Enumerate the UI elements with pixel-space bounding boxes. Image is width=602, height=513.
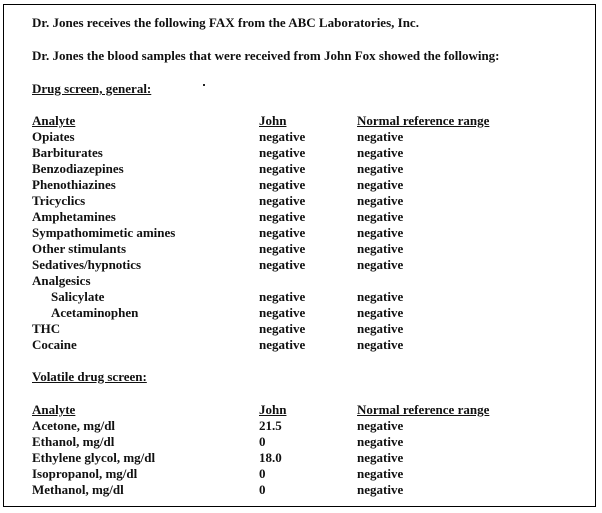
table-row [32,241,572,257]
table-row [32,161,572,177]
analyte-name: Other stimulants [32,241,127,256]
volatile-table-header [32,402,572,418]
patient-value: negative [259,129,306,144]
patient-value: negative [259,321,306,336]
patient-value: negative [259,209,306,224]
table-row [32,289,572,305]
analyte-name: Sedatives/hypnotics [32,257,142,272]
table-row [32,193,572,209]
analyte-header: Analyte [32,402,76,417]
volatile-screen-title: Volatile drug screen: [32,369,147,384]
patient-value: 0 [259,434,266,449]
reference-range: negative [357,337,404,352]
patient-value: negative [259,337,306,352]
reference-range: negative [357,241,404,256]
analyte-name: Sympathomimetic amines [32,225,176,240]
general-screen-title: Drug screen, general: [32,81,152,96]
reference-range: negative [357,418,404,433]
reference-range: negative [357,434,404,449]
reference-range: negative [357,257,404,272]
range-header: Normal reference range [357,113,490,128]
analyte-name: Tricyclics [32,193,86,208]
analyte-name: THC [32,321,61,336]
table-row [32,321,572,337]
analyte-name: Ethylene glycol, mg/dl [32,450,156,465]
table-row [32,337,572,353]
patient-value: 0 [259,466,266,481]
table-row [32,305,572,321]
patient-value: 18.0 [259,450,282,465]
patient-header: John [259,402,287,417]
table-row [32,273,572,289]
reference-range: negative [357,289,404,304]
reference-range: negative [357,145,404,160]
analyte-name: Methanol, mg/dl [32,482,124,497]
table-row [32,482,572,498]
table-row [32,450,572,466]
analyte-name: Isopropanol, mg/dl [32,466,138,481]
analyte-name: Barbiturates [32,145,103,160]
table-row [32,209,572,225]
reference-range: negative [357,209,404,224]
fax-intro-line: Dr. Jones receives the following FAX from the ABC Laboratories, Inc. [32,15,419,30]
analyte-name: Cocaine [32,337,77,352]
patient-value: negative [259,225,306,240]
table-row [32,225,572,241]
patient-value: negative [259,241,306,256]
table-row [32,434,572,450]
analyte-header: Analyte [32,113,76,128]
patient-value: negative [259,193,306,208]
reference-range: negative [357,225,404,240]
analyte-name: Opiates [32,129,75,144]
reference-range: negative [357,129,404,144]
reference-range: negative [357,177,404,192]
table-row [32,257,572,273]
table-row [32,177,572,193]
reference-range: negative [357,450,404,465]
patient-value: negative [259,305,306,320]
patient-value: 0 [259,482,266,497]
range-header: Normal reference range [357,402,490,417]
analyte-name: Benzodiazepines [32,161,124,176]
analyte-name: Ethanol, mg/dl [32,434,115,449]
analyte-name: Phenothiazines [32,177,116,192]
general-table-header [32,113,572,129]
table-row [32,145,572,161]
patient-header: John [259,113,287,128]
analyte-name: Amphetamines [32,209,116,224]
reference-range: negative [357,193,404,208]
table-row [32,466,572,482]
results-intro-line: Dr. Jones the blood samples that were received from John Fox showed the following: [32,48,500,63]
reference-range: negative [357,321,404,336]
reference-range: negative [357,305,404,320]
patient-value: 21.5 [259,418,282,433]
scan-speck [203,84,205,86]
reference-range: negative [357,482,404,497]
patient-value: negative [259,161,306,176]
analyte-name: Acetone, mg/dl [32,418,116,433]
analyte-name: Acetaminophen [51,305,139,320]
table-row [32,418,572,434]
patient-value: negative [259,289,306,304]
patient-value: negative [259,257,306,272]
reference-range: negative [357,161,404,176]
table-row [32,129,572,145]
reference-range: negative [357,466,404,481]
analyte-name: Salicylate [51,289,105,304]
analyte-category: Analgesics [32,273,91,288]
patient-value: negative [259,177,306,192]
patient-value: negative [259,145,306,160]
